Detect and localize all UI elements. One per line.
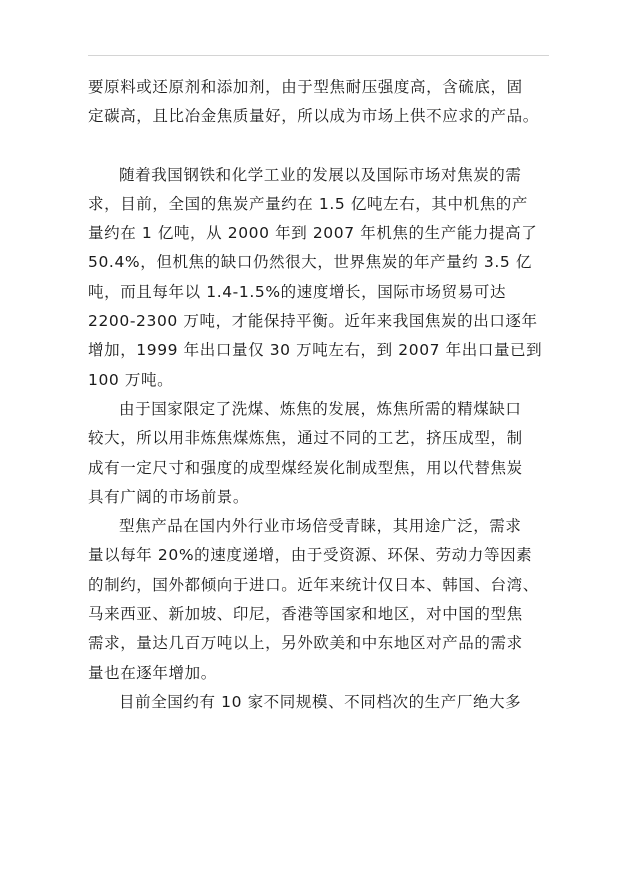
text-line: 的制约，国外都倾向于进口。近年来统计仅日本、韩国、台湾、 xyxy=(88,575,539,594)
text-line: 由于国家限定了洗煤、炼焦的发展，炼焦所需的精煤缺口 xyxy=(119,399,522,418)
text-line: 要原料或还原剂和添加剂，由于型焦耐压强度高，含硫底，固 xyxy=(88,78,523,96)
paragraph-4 xyxy=(88,512,556,688)
text-line: 量约在 1 亿吨，从 2000 年到 2007 年机焦的生产能力提高了 xyxy=(88,224,538,243)
text-line: 100 万吨。 xyxy=(88,370,174,389)
text-line: 增加，1999 年出口量仅 30 万吨左右，到 2007 年出口量已到 xyxy=(88,341,543,360)
text-line: 50.4%，但机焦的缺口仍然很大，世界焦炭的年产量约 3.5 亿 xyxy=(88,253,532,272)
paragraph-1 xyxy=(88,73,556,132)
paragraph-3 xyxy=(88,395,556,512)
document-body xyxy=(88,73,556,717)
text-line: 较大，所以用非炼焦煤炼焦，通过不同的工艺，挤压成型，制 xyxy=(88,429,523,448)
text-line: 求，目前，全国的焦炭产量约在 1.5 亿吨左右，其中机焦的产 xyxy=(88,194,529,213)
text-line: 马来西亚、新加坡、印尼，香港等国家和地区，对中国的型焦 xyxy=(88,605,523,624)
text-line: 具有广阔的市场前景。 xyxy=(88,487,250,506)
text-line: 量也在逐年增加。 xyxy=(88,663,217,682)
text-line: 目前全国约有 10 家不同规模、不同档次的生产厂绝大多 xyxy=(119,692,522,711)
paragraph-5 xyxy=(88,688,556,717)
text-line: 随着我国钢铁和化学工业的发展以及国际市场对焦炭的需 xyxy=(119,165,522,184)
text-line: 需求，量达几百万吨以上，另外欧美和中东地区对产品的需求 xyxy=(88,634,523,653)
text-line: 吨，而且每年以 1.4-1.5%的速度增长，国际市场贸易可达 xyxy=(88,282,507,301)
text-line: 定碳高，且比冶金焦质量好，所以成为市场上供不应求的产品。 xyxy=(88,107,539,126)
header-rule xyxy=(88,55,549,56)
text-line: 型焦产品在国内外行业市场倍受青睐，其用途广泛，需求 xyxy=(119,517,522,536)
paragraph-2 xyxy=(88,161,556,395)
text-line: 量以每年 20%的速度递增，由于受资源、环保、劳动力等因素 xyxy=(88,546,533,565)
text-line: 成有一定尺寸和强度的成型煤经炭化制成型焦，用以代替焦炭 xyxy=(88,458,523,477)
text-line: 2200-2300 万吨，才能保持平衡。近年来我国焦炭的出口逐年 xyxy=(88,312,538,331)
